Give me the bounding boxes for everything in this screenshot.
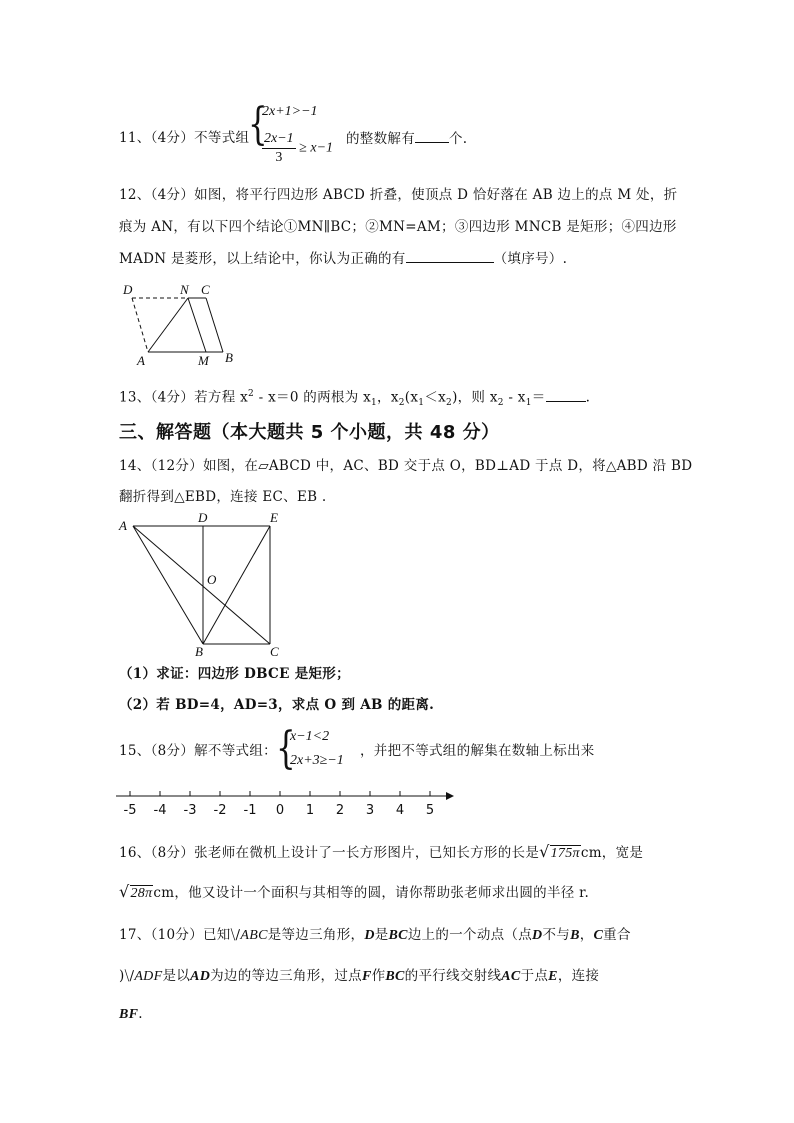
q11-den: 3	[275, 150, 283, 165]
q11-brace: {	[248, 99, 268, 150]
q13-d: (x	[404, 389, 419, 406]
number-line-arrow-icon	[446, 792, 454, 800]
q17-l2a: )	[119, 968, 125, 984]
q13-s1: 1	[371, 398, 378, 409]
q11-suffix	[346, 128, 467, 149]
q14-part2: （2）若 BD=4，AD=3，求点 O 到 AB 的距离.	[119, 697, 435, 713]
q12-label-A: A	[137, 353, 145, 368]
q13-answer-blank[interactable]	[546, 387, 586, 402]
q14-line2: 翻折得到△EBD，连接 EC、EB .	[119, 489, 327, 505]
number-line-tick-label: 3	[365, 803, 375, 818]
q17-l3: .	[138, 1006, 143, 1022]
q17-E: E	[548, 969, 558, 984]
q17-l2e: 的平行线交射线	[404, 968, 502, 984]
q12-label-N: N	[180, 282, 189, 297]
q14-label-D: D	[198, 510, 208, 525]
q17-C: C	[593, 928, 604, 943]
q14-label-B: B	[195, 644, 203, 658]
q13-b: - x＝0 的两根为 x	[254, 389, 372, 406]
number-line-tick-label: -4	[153, 803, 167, 818]
q13-text	[119, 384, 590, 413]
number-line-tick-label: 1	[305, 803, 315, 818]
q12-edge-CB	[206, 298, 223, 352]
number-line-tick-label: 5	[425, 803, 435, 818]
q14-label-C: C	[270, 644, 279, 658]
triangle-icon: ⧹∕	[230, 927, 241, 943]
triangle-icon: ⧹∕	[124, 968, 135, 984]
number-line-ticks	[124, 791, 435, 818]
q17-D2: D	[532, 928, 543, 943]
q17-b: 是等边三角形，	[267, 927, 365, 943]
number-line-tick-label: 0	[275, 803, 285, 818]
q14-edge-AC	[133, 526, 270, 644]
sqrt-icon: √	[119, 882, 130, 901]
q13-s5: 2	[497, 398, 504, 409]
q12-figure	[118, 282, 248, 368]
q15-suffix: ，并把不等式组的解集在数轴上标出来	[360, 743, 595, 759]
q14-label-E: E	[270, 510, 278, 525]
q13-s2: 2	[398, 398, 405, 409]
q16-line1	[119, 842, 643, 863]
q17-AD: AD	[190, 969, 211, 984]
number-line-tick-label: -1	[243, 803, 257, 818]
q17-line1	[119, 925, 631, 946]
q17-c: 是	[374, 927, 389, 943]
q11-ineq1: 2x+1>−1	[262, 104, 318, 119]
q14-part1: （1）求证：四边形 DBCE 是矩形；	[119, 666, 350, 682]
q13-f: )，则 x	[452, 389, 498, 406]
q16-l1b: cm，宽是	[580, 845, 644, 861]
q12-edge-NM	[188, 298, 206, 352]
q13-c: ，x	[377, 389, 399, 406]
q17-AC: AC	[501, 969, 521, 984]
q12-label-M: M	[198, 353, 209, 368]
q14-label-A: A	[119, 518, 127, 533]
q16-line2	[119, 882, 589, 903]
q12-line2: 痕为 AN，有以下四个结论①MN∥BC；②MN=AM；③四边形 MNCB 是矩形；④四边形	[119, 219, 677, 235]
q16-rad1: 175π	[550, 846, 580, 861]
number-line-tick-label: 4	[395, 803, 405, 818]
q14-line1: 14、（12分）如图，在▱ABCD 中，AC、BD 交于点 O，BD⊥AD 于点 D，将△ABD 沿 BD	[119, 458, 693, 474]
q11-answer-blank[interactable]	[415, 128, 449, 143]
q12-edge-AN	[148, 298, 188, 352]
sqrt-icon: √	[539, 842, 550, 861]
q12-answer-blank[interactable]	[406, 248, 494, 263]
q12-label-B: B	[225, 350, 233, 365]
q17-BC1: BC	[388, 928, 408, 943]
q17-l2f: 于点	[520, 968, 549, 984]
q14-edge-AB	[133, 526, 203, 644]
q15-number-line[interactable]	[110, 786, 455, 822]
q13-s6: 1	[525, 398, 532, 409]
q12-label-C: C	[201, 282, 210, 297]
q12-line3b: （填序号）.	[493, 251, 568, 267]
q13-h: ＝	[531, 389, 546, 406]
q13-e: ＜x	[424, 389, 447, 406]
q13-s3: 1	[418, 398, 425, 409]
q12-line3a: MADN 是菱形，以上结论中，你认为正确的有	[119, 251, 406, 267]
q11-suffix-b: 个.	[449, 131, 468, 147]
q13-tail: .	[585, 389, 591, 406]
number-line-tick-label: -3	[183, 803, 197, 818]
section3-title: 三、解答题（本大题共 5 个小题，共 48 分）	[119, 422, 500, 443]
q17-d: 边上的一个动点（点	[407, 927, 533, 943]
q17-BC2: BC	[385, 969, 405, 984]
q13-g: - x	[503, 389, 526, 406]
q15-prefix: 15、（8分）解不等式组：	[119, 743, 277, 759]
q17-l2b: 是以	[162, 968, 191, 984]
q17-tri2: ADF	[134, 969, 163, 984]
q11-ineq2	[262, 130, 333, 167]
q17-e: 不与	[542, 927, 571, 943]
q17-tri1: ABC	[240, 928, 268, 943]
q16-rad2: 28π	[130, 886, 153, 901]
q11-num: 2x−1	[262, 130, 296, 149]
q13-a: 13、（4分）若方程 x	[119, 389, 249, 406]
q16-l2b: cm，他又设计一个面积与其相等的圆，请你帮助张老师求出圆的半径 r.	[153, 885, 590, 901]
q15-ineq2: 2x+3≥−1	[290, 753, 344, 768]
q17-B: B	[570, 928, 580, 943]
q11-suffix-a: 的整数解有	[346, 131, 415, 147]
number-line-tick-label: -5	[123, 803, 137, 818]
q12-line1: 12、（4分）如图，将平行四边形 ABCD 折叠，使顶点 D 恰好落在 AB 边上的点 M 处，折	[119, 187, 678, 203]
q13-s4: 2	[446, 398, 453, 409]
q14-figure	[115, 508, 290, 658]
q15-brace: {	[276, 723, 296, 774]
q17-F: F	[361, 969, 372, 984]
q12-label-D: D	[123, 282, 133, 297]
q11-rhs: ≥ x−1	[299, 140, 334, 156]
number-line-tick-label: 2	[335, 803, 345, 818]
q11-prefix: 11、（4分）不等式组	[119, 130, 250, 146]
q12-line3	[119, 248, 567, 269]
q16-l1a: 16、（8分）张老师在微机上设计了一长方形图片，已知长方形的长是	[119, 845, 540, 861]
q17-f: ，	[579, 927, 594, 943]
q17-l2d: 作	[371, 968, 386, 984]
number-line-tick-label: -2	[213, 803, 227, 818]
q17-g: 重合	[603, 927, 631, 943]
q17-BF: BF	[119, 1007, 139, 1022]
q14-label-O: O	[207, 572, 217, 587]
q17-line2	[119, 966, 599, 987]
q17-a: 17、（10分）已知	[119, 927, 231, 943]
q17-line3	[119, 1004, 143, 1025]
q15-ineq1: x−1<2	[290, 729, 330, 744]
q17-l2g: ，连接	[557, 968, 600, 984]
q17-D1: D	[364, 928, 375, 943]
q17-l2c: 为边的等边三角形，过点	[210, 968, 362, 984]
q13-sup: 2	[248, 389, 255, 399]
q12-edge-DA	[132, 298, 148, 352]
